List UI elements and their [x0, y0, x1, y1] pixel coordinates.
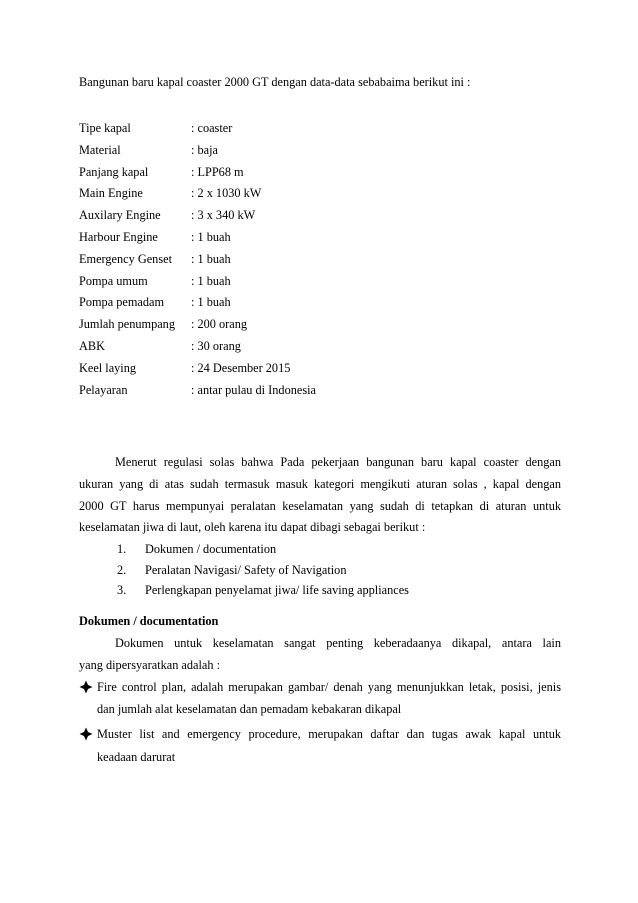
- section-heading: Dokumen / documentation: [79, 614, 219, 628]
- diamond-bullet-icon: [79, 727, 93, 741]
- spec-label: Pompa pemadam: [79, 295, 165, 310]
- diamond-bullet-icon: [79, 680, 93, 694]
- spec-label: Tipe kapal: [79, 121, 131, 135]
- spec-label: Pelayaran: [79, 382, 128, 397]
- solas-paragraph-line: [79, 454, 561, 470]
- spec-value: : 1 buah: [191, 273, 231, 288]
- spec-label: Harbour Engine: [79, 229, 158, 244]
- spec-label: Pompa umum: [79, 273, 148, 288]
- paragraph-text: Dokumen untuk keselamatan sangat penting keberadaanya dikapal, antara lain: [115, 636, 561, 650]
- spec-value: : 24 Desember 2015: [191, 360, 291, 375]
- paragraph-text: Menerut regulasi solas bahwa Pada pekerjaan bangunan baru kapal coaster dengan: [115, 455, 561, 469]
- spec-value: : 30 orang: [191, 338, 241, 353]
- list-text: Dokumen / documentation: [145, 542, 277, 556]
- spec-label: Material: [79, 142, 121, 157]
- paragraph-text: keselamatan jiwa di laut, oleh karena itu dapat dibagi sebagai berikut :: [79, 520, 426, 534]
- documentation-paragraph-line: [79, 657, 561, 673]
- paragraph-text: yang dipersyaratkan adalah :: [79, 658, 221, 672]
- spec-value: : baja: [191, 142, 218, 157]
- spec-label: Jumlah penumpang: [79, 317, 175, 332]
- spec-value: : 1 buah: [191, 229, 231, 244]
- paragraph-text: 2000 GT harus mempunyai peralatan keselamatan yang sudah di tetapkan di aturan untuk: [79, 499, 561, 513]
- spec-value: : coaster: [191, 121, 233, 135]
- intro-sentence: Bangunan baru kapal coaster 2000 GT dengan data-data sebabaima berikut ini :: [79, 75, 471, 89]
- spec-label: ABK: [79, 338, 105, 353]
- spec-label: Auxilary Engine: [79, 208, 161, 223]
- spec-value: : 1 buah: [191, 251, 231, 266]
- bullet-text: Muster list and emergency procedure, merupakan daftar dan tugas awak kapal untuk: [97, 727, 561, 741]
- bullet-text-continuation: keadaan darurat: [97, 750, 176, 764]
- solas-paragraph-line: [79, 519, 561, 535]
- documentation-paragraph-line: [79, 635, 561, 651]
- bullet-text: Fire control plan, adalah merupakan gambar/ denah yang menunjukkan letak, posisi, jenis: [97, 680, 561, 694]
- list-number: 3.: [117, 583, 127, 597]
- spec-label: Panjang kapal: [79, 164, 149, 179]
- list-number: 2.: [117, 562, 127, 577]
- solas-paragraph-line: [79, 498, 561, 514]
- spec-value: : LPP68 m: [191, 164, 244, 179]
- list-number: 1.: [117, 542, 127, 556]
- spec-value: : antar pulau di Indonesia: [191, 382, 316, 397]
- list-text: Perlengkapan penyelamat jiwa/ life saving appliances: [145, 583, 409, 597]
- spec-value: : 3 x 340 kW: [191, 208, 256, 223]
- spec-value: : 200 orang: [191, 317, 248, 332]
- solas-paragraph-line: [79, 476, 561, 492]
- spec-value: : 2 x 1030 kW: [191, 186, 262, 201]
- spec-label: Keel laying: [79, 360, 137, 375]
- spec-label: Main Engine: [79, 186, 143, 201]
- list-text: Peralatan Navigasi/ Safety of Navigation: [145, 562, 347, 577]
- spec-value: : 1 buah: [191, 295, 231, 310]
- bullet-text-continuation: dan jumlah alat keselamatan dan pemadam kebakaran dikapal: [97, 702, 402, 716]
- paragraph-text: ukuran yang di atas sudah termasuk masuk kategori mengikuti aturan solas , kapal dengan: [79, 477, 561, 491]
- spec-label: Emergency Genset: [79, 251, 172, 266]
